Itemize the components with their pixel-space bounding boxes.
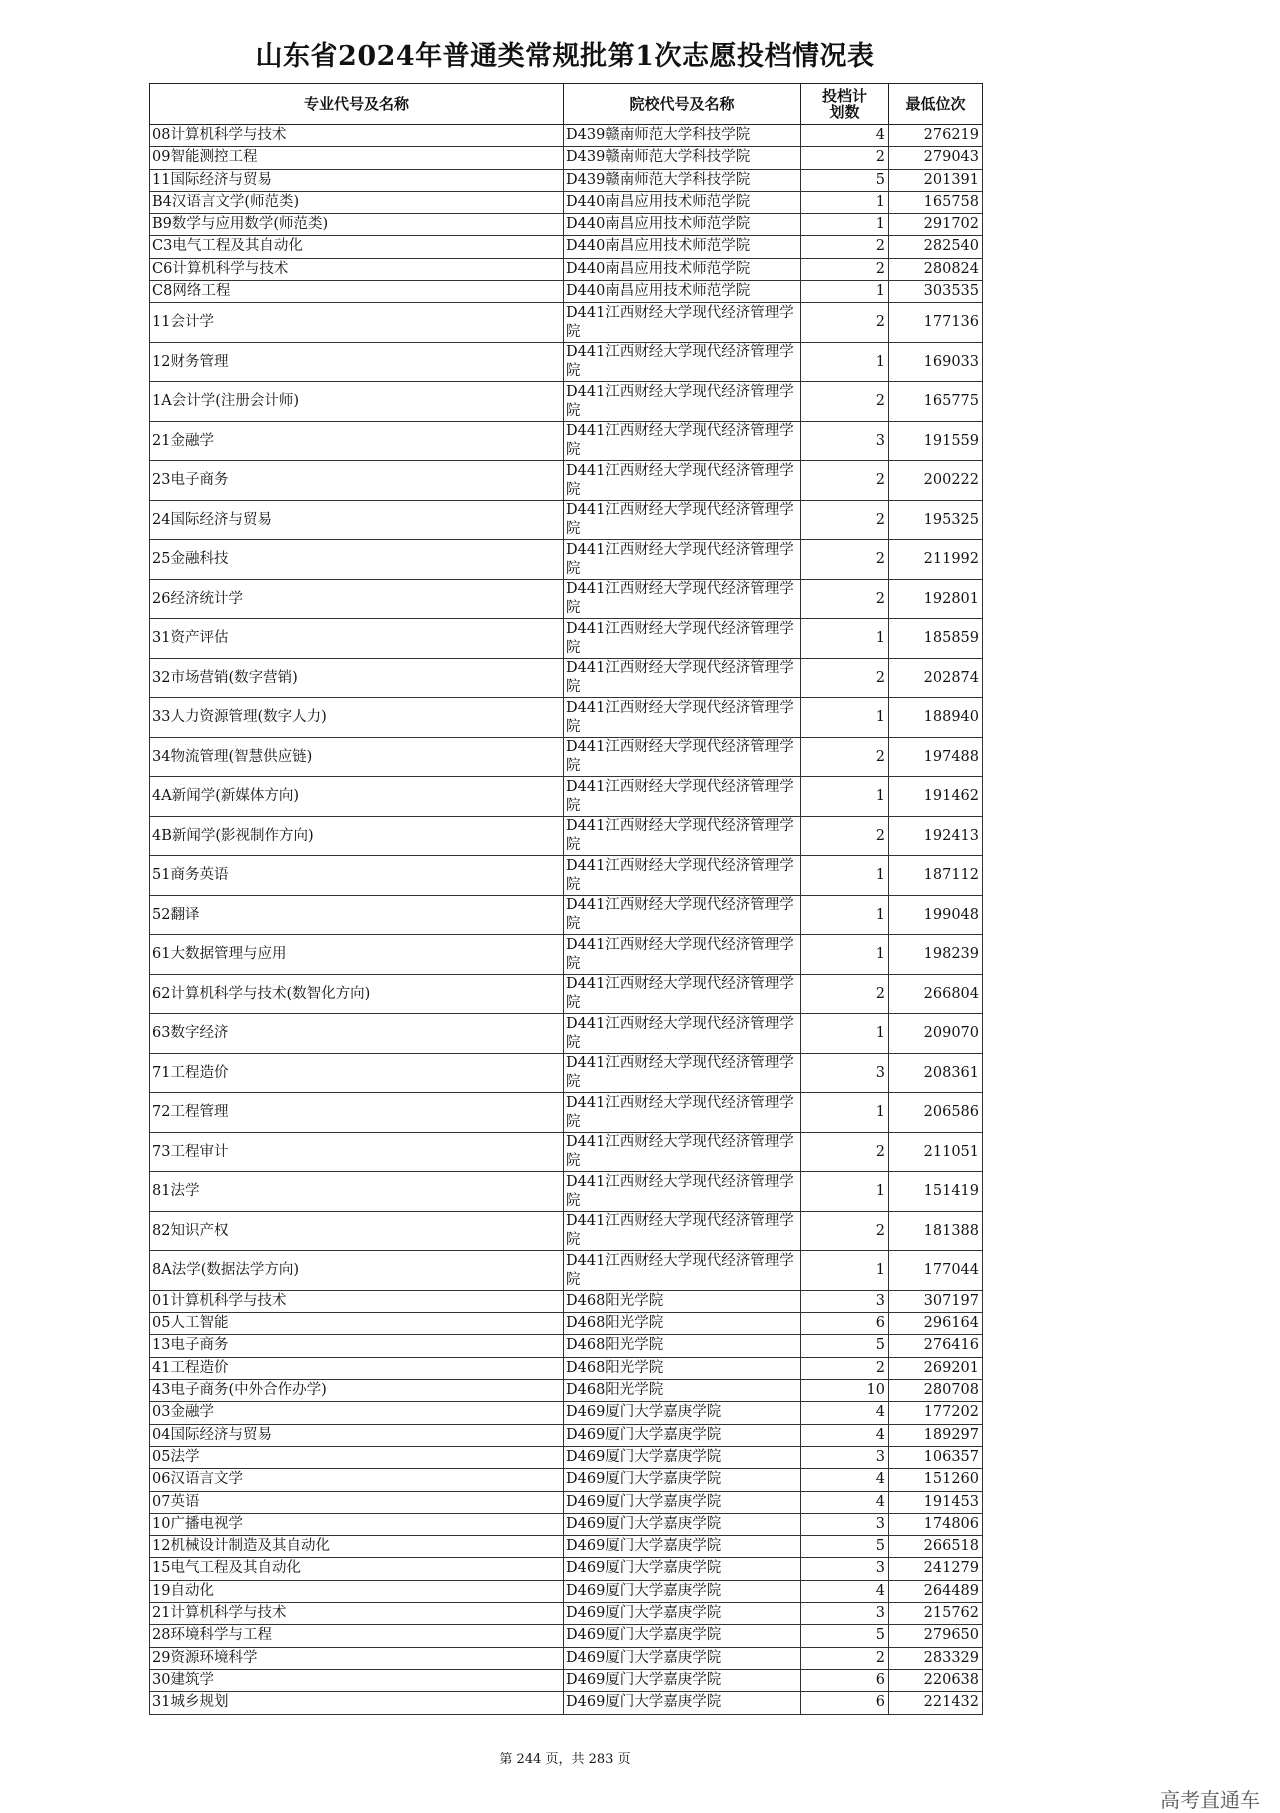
cell-school: D468阳光学院 [564,1380,801,1402]
table-row [150,1536,983,1558]
cell-min-rank: 201391 [889,169,983,191]
cell-school: D468阳光学院 [564,1313,801,1335]
cell-min-rank: 181388 [889,1211,983,1251]
cell-major: 06汉语言文学 [150,1469,564,1491]
cell-min-rank: 209070 [889,1014,983,1054]
table-row [150,1380,983,1402]
table-row [150,1692,983,1714]
cell-plan-count: 5 [801,1335,889,1357]
cell-min-rank: 307197 [889,1290,983,1312]
cell-major: 05法学 [150,1446,564,1468]
cell-school: D441江西财经大学现代经济管理学院 [564,777,801,817]
cell-school: D441江西财经大学现代经济管理学院 [564,935,801,975]
cell-plan-count: 5 [801,1625,889,1647]
cell-plan-count: 1 [801,935,889,975]
cell-plan-count: 2 [801,500,889,540]
cell-major: 11会计学 [150,303,564,343]
table-row [150,935,983,975]
cell-school: D468阳光学院 [564,1290,801,1312]
cell-plan-count: 6 [801,1313,889,1335]
table-row [150,1335,983,1357]
header-major: 专业代号及名称 [150,84,564,125]
cell-plan-count: 1 [801,191,889,213]
cell-min-rank: 303535 [889,281,983,303]
cell-plan-count: 6 [801,1669,889,1691]
cell-school: D469厦门大学嘉庚学院 [564,1625,801,1647]
table-row [150,125,983,147]
cell-plan-count: 1 [801,214,889,236]
cell-min-rank: 192413 [889,816,983,856]
cell-school: D441江西财经大学现代经济管理学院 [564,1014,801,1054]
page-footer: 第 244 页，共 283 页 [499,1752,631,1767]
cell-min-rank: 264489 [889,1580,983,1602]
cell-major: 34物流管理(智慧供应链) [150,737,564,777]
table-row [150,1172,983,1212]
cell-school: D440南昌应用技术师范学院 [564,281,801,303]
cell-plan-count: 2 [801,1211,889,1251]
table-row [150,1469,983,1491]
cell-min-rank: 280824 [889,258,983,280]
cell-school: D440南昌应用技术师范学院 [564,258,801,280]
cell-plan-count: 2 [801,974,889,1014]
cell-min-rank: 221432 [889,1692,983,1714]
cell-plan-count: 1 [801,895,889,935]
cell-major: 81法学 [150,1172,564,1212]
cell-major: 21金融学 [150,421,564,461]
cell-major: 01计算机科学与技术 [150,1290,564,1312]
cell-min-rank: 282540 [889,236,983,258]
cell-min-rank: 202874 [889,658,983,698]
cell-min-rank: 220638 [889,1669,983,1691]
table-row [150,1647,983,1669]
cell-major: 4A新闻学(新媒体方向) [150,777,564,817]
cell-plan-count: 6 [801,1692,889,1714]
cell-plan-count: 2 [801,461,889,501]
table-row [150,1313,983,1335]
cell-plan-count: 2 [801,303,889,343]
cell-min-rank: 151419 [889,1172,983,1212]
table-row [150,236,983,258]
cell-plan-count: 1 [801,1014,889,1054]
cell-school: D440南昌应用技术师范学院 [564,236,801,258]
cell-min-rank: 211992 [889,540,983,580]
cell-major: 03金融学 [150,1402,564,1424]
cell-school: D469厦门大学嘉庚学院 [564,1402,801,1424]
table-row [150,1402,983,1424]
table-header-row [150,84,983,125]
table-row [150,1669,983,1691]
cell-major: 51商务英语 [150,856,564,896]
cell-major: 72工程管理 [150,1093,564,1133]
cell-plan-count: 2 [801,1132,889,1172]
cell-school: D469厦门大学嘉庚学院 [564,1692,801,1714]
cell-plan-count: 2 [801,258,889,280]
table-row [150,1251,983,1291]
cell-major: 26经济统计学 [150,579,564,619]
cell-major: 8A法学(数据法学方向) [150,1251,564,1291]
cell-school: D469厦门大学嘉庚学院 [564,1558,801,1580]
table-row [150,1014,983,1054]
cell-school: D441江西财经大学现代经济管理学院 [564,1172,801,1212]
cell-school: D441江西财经大学现代经济管理学院 [564,698,801,738]
cell-plan-count: 2 [801,816,889,856]
table-row [150,461,983,501]
cell-min-rank: 106357 [889,1446,983,1468]
cell-school: D469厦门大学嘉庚学院 [564,1603,801,1625]
table-row [150,1357,983,1379]
cell-min-rank: 174806 [889,1513,983,1535]
table-row [150,1053,983,1093]
cell-major: 31城乡规划 [150,1692,564,1714]
cell-major: 25金融科技 [150,540,564,580]
cell-min-rank: 188940 [889,698,983,738]
cell-plan-count: 4 [801,1580,889,1602]
table-row [150,1446,983,1468]
cell-major: 12财务管理 [150,342,564,382]
cell-major: 29资源环境科学 [150,1647,564,1669]
cell-min-rank: 276416 [889,1335,983,1357]
cell-min-rank: 191462 [889,777,983,817]
cell-school: D439赣南师范大学科技学院 [564,169,801,191]
cell-major: C6计算机科学与技术 [150,258,564,280]
cell-min-rank: 279650 [889,1625,983,1647]
cell-plan-count: 2 [801,737,889,777]
cell-school: D469厦门大学嘉庚学院 [564,1536,801,1558]
cell-school: D469厦门大学嘉庚学院 [564,1469,801,1491]
cell-school: D469厦门大学嘉庚学院 [564,1513,801,1535]
cell-plan-count: 1 [801,777,889,817]
cell-school: D468阳光学院 [564,1357,801,1379]
cell-min-rank: 200222 [889,461,983,501]
cell-plan-count: 4 [801,125,889,147]
cell-school: D441江西财经大学现代经济管理学院 [564,658,801,698]
cell-plan-count: 4 [801,1491,889,1513]
cell-plan-count: 3 [801,1603,889,1625]
cell-school: D441江西财经大学现代经济管理学院 [564,1053,801,1093]
cell-major: C8网络工程 [150,281,564,303]
cell-major: 21计算机科学与技术 [150,1603,564,1625]
cell-school: D468阳光学院 [564,1335,801,1357]
table-row [150,1603,983,1625]
cell-school: D441江西财经大学现代经济管理学院 [564,895,801,935]
cell-school: D441江西财经大学现代经济管理学院 [564,303,801,343]
cell-min-rank: 199048 [889,895,983,935]
cell-min-rank: 189297 [889,1424,983,1446]
table-row [150,1290,983,1312]
table-row [150,1132,983,1172]
cell-min-rank: 191559 [889,421,983,461]
cell-school: D469厦门大学嘉庚学院 [564,1424,801,1446]
cell-major: 08计算机科学与技术 [150,125,564,147]
cell-major: 61大数据管理与应用 [150,935,564,975]
cell-school: D441江西财经大学现代经济管理学院 [564,579,801,619]
cell-plan-count: 1 [801,1172,889,1212]
cell-min-rank: 177044 [889,1251,983,1291]
table-row [150,382,983,422]
table-row [150,540,983,580]
cell-plan-count: 3 [801,1290,889,1312]
cell-plan-count: 3 [801,1513,889,1535]
cell-min-rank: 198239 [889,935,983,975]
cell-plan-count: 2 [801,658,889,698]
cell-school: D441江西财经大学现代经济管理学院 [564,382,801,422]
cell-school: D441江西财经大学现代经济管理学院 [564,342,801,382]
cell-school: D469厦门大学嘉庚学院 [564,1580,801,1602]
cell-school: D441江西财经大学现代经济管理学院 [564,856,801,896]
cell-major: 32市场营销(数字营销) [150,658,564,698]
cell-plan-count: 4 [801,1424,889,1446]
cell-major: 12机械设计制造及其自动化 [150,1536,564,1558]
table-row [150,1424,983,1446]
cell-major: 04国际经济与贸易 [150,1424,564,1446]
cell-major: 11国际经济与贸易 [150,169,564,191]
table-row [150,303,983,343]
table-body [150,125,983,1715]
cell-major: 43电子商务(中外合作办学) [150,1380,564,1402]
table-row [150,169,983,191]
cell-min-rank: 195325 [889,500,983,540]
cell-min-rank: 197488 [889,737,983,777]
table-row [150,974,983,1014]
cell-major: 71工程造价 [150,1053,564,1093]
cell-min-rank: 177136 [889,303,983,343]
cell-school: D469厦门大学嘉庚学院 [564,1446,801,1468]
cell-major: 41工程造价 [150,1357,564,1379]
cell-school: D441江西财经大学现代经济管理学院 [564,540,801,580]
table-row [150,856,983,896]
cell-school: D469厦门大学嘉庚学院 [564,1669,801,1691]
cell-min-rank: 215762 [889,1603,983,1625]
cell-plan-count: 1 [801,1251,889,1291]
cell-major: 31资产评估 [150,619,564,659]
cell-school: D441江西财经大学现代经济管理学院 [564,1251,801,1291]
cell-major: 15电气工程及其自动化 [150,1558,564,1580]
cell-major: 10广播电视学 [150,1513,564,1535]
cell-school: D441江西财经大学现代经济管理学院 [564,1132,801,1172]
cell-plan-count: 2 [801,236,889,258]
cell-plan-count: 2 [801,1647,889,1669]
cell-min-rank: 269201 [889,1357,983,1379]
cell-min-rank: 165758 [889,191,983,213]
table-row [150,658,983,698]
cell-min-rank: 208361 [889,1053,983,1093]
table-row [150,191,983,213]
cell-plan-count: 3 [801,1558,889,1580]
table-row [150,500,983,540]
cell-plan-count: 5 [801,1536,889,1558]
cell-school: D441江西财经大学现代经济管理学院 [564,421,801,461]
table-row [150,1513,983,1535]
cell-major: 63数字经济 [150,1014,564,1054]
table-row [150,1625,983,1647]
cell-major: 09智能测控工程 [150,147,564,169]
table-row [150,698,983,738]
cell-major: 19自动化 [150,1580,564,1602]
table-row [150,895,983,935]
cell-major: 05人工智能 [150,1313,564,1335]
cell-plan-count: 2 [801,540,889,580]
cell-plan-count: 1 [801,281,889,303]
cell-major: 52翻译 [150,895,564,935]
cell-school: D469厦门大学嘉庚学院 [564,1647,801,1669]
cell-min-rank: 279043 [889,147,983,169]
cell-plan-count: 1 [801,619,889,659]
cell-school: D441江西财经大学现代经济管理学院 [564,816,801,856]
cell-major: 30建筑学 [150,1669,564,1691]
table-row [150,147,983,169]
cell-major: 13电子商务 [150,1335,564,1357]
cell-school: D441江西财经大学现代经济管理学院 [564,1211,801,1251]
table-row [150,737,983,777]
cell-school: D439赣南师范大学科技学院 [564,147,801,169]
cell-school: D441江西财经大学现代经济管理学院 [564,1093,801,1133]
table-row [150,777,983,817]
table-row [150,1558,983,1580]
cell-plan-count: 2 [801,1357,889,1379]
cell-plan-count: 4 [801,1402,889,1424]
table-row [150,421,983,461]
cell-min-rank: 191453 [889,1491,983,1513]
cell-major: B9数学与应用数学(师范类) [150,214,564,236]
cell-school: D441江西财经大学现代经济管理学院 [564,974,801,1014]
cell-plan-count: 3 [801,1053,889,1093]
table-row [150,579,983,619]
table-row [150,816,983,856]
cell-plan-count: 3 [801,421,889,461]
cell-min-rank: 241279 [889,1558,983,1580]
cell-plan-count: 2 [801,579,889,619]
table-row [150,281,983,303]
cell-min-rank: 169033 [889,342,983,382]
cell-plan-count: 1 [801,1093,889,1133]
cell-major: C3电气工程及其自动化 [150,236,564,258]
cell-major: 23电子商务 [150,461,564,501]
cell-major: B4汉语言文学(师范类) [150,191,564,213]
cell-school: D441江西财经大学现代经济管理学院 [564,619,801,659]
header-min-rank: 最低位次 [889,84,983,125]
cell-major: 62计算机科学与技术(数智化方向) [150,974,564,1014]
admission-table [149,83,983,1715]
cell-school: D469厦门大学嘉庚学院 [564,1491,801,1513]
cell-major: 24国际经济与贸易 [150,500,564,540]
cell-min-rank: 177202 [889,1402,983,1424]
cell-min-rank: 151260 [889,1469,983,1491]
cell-min-rank: 296164 [889,1313,983,1335]
cell-min-rank: 211051 [889,1132,983,1172]
cell-school: D440南昌应用技术师范学院 [564,191,801,213]
cell-plan-count: 10 [801,1380,889,1402]
table-row [150,1491,983,1513]
cell-plan-count: 1 [801,342,889,382]
table-row [150,1093,983,1133]
cell-plan-count: 3 [801,1446,889,1468]
cell-min-rank: 291702 [889,214,983,236]
cell-plan-count: 2 [801,147,889,169]
cell-plan-count: 2 [801,382,889,422]
cell-school: D441江西财经大学现代经济管理学院 [564,500,801,540]
cell-min-rank: 280708 [889,1380,983,1402]
cell-min-rank: 165775 [889,382,983,422]
header-school: 院校代号及名称 [564,84,801,125]
cell-min-rank: 185859 [889,619,983,659]
cell-min-rank: 276219 [889,125,983,147]
table-row [150,1211,983,1251]
cell-plan-count: 1 [801,856,889,896]
table-row [150,258,983,280]
cell-major: 33人力资源管理(数字人力) [150,698,564,738]
cell-plan-count: 1 [801,698,889,738]
watermark: 高考直通车 [1160,1788,1260,1812]
cell-major: 07英语 [150,1491,564,1513]
cell-school: D440南昌应用技术师范学院 [564,214,801,236]
cell-min-rank: 283329 [889,1647,983,1669]
cell-major: 1A会计学(注册会计师) [150,382,564,422]
header-plan-count: 投档计划数 [801,84,889,125]
cell-min-rank: 266518 [889,1536,983,1558]
page-title: 山东省2024年普通类常规批第1次志愿投档情况表 [255,41,875,72]
table-row [150,619,983,659]
cell-major: 28环境科学与工程 [150,1625,564,1647]
table-row [150,1580,983,1602]
cell-school: D441江西财经大学现代经济管理学院 [564,461,801,501]
cell-min-rank: 192801 [889,579,983,619]
cell-major: 82知识产权 [150,1211,564,1251]
cell-min-rank: 206586 [889,1093,983,1133]
cell-school: D439赣南师范大学科技学院 [564,125,801,147]
cell-plan-count: 5 [801,169,889,191]
cell-major: 73工程审计 [150,1132,564,1172]
cell-major: 4B新闻学(影视制作方向) [150,816,564,856]
table-row [150,342,983,382]
cell-plan-count: 4 [801,1469,889,1491]
table-row [150,214,983,236]
cell-min-rank: 187112 [889,856,983,896]
cell-min-rank: 266804 [889,974,983,1014]
cell-school: D441江西财经大学现代经济管理学院 [564,737,801,777]
